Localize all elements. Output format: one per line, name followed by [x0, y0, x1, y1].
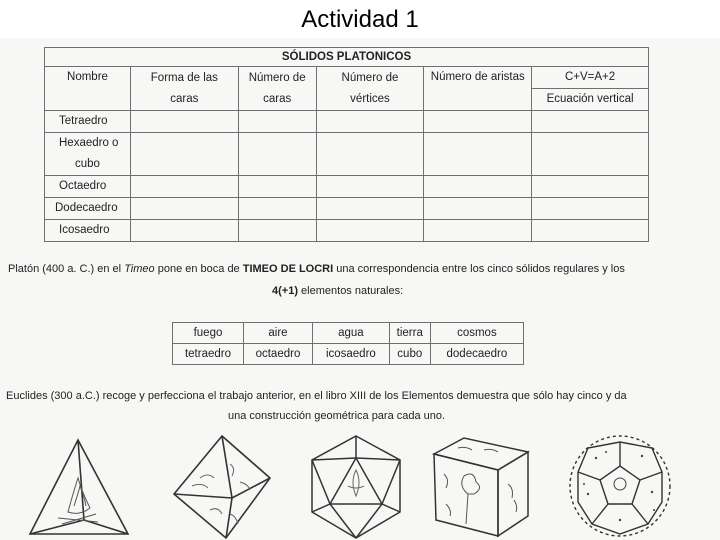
- table-cell: [424, 220, 532, 242]
- table-cell: [238, 198, 316, 220]
- table-cell: [532, 220, 649, 242]
- header-euler: C+V=A+2: [532, 67, 649, 89]
- row-name-icosaedro: Icosaedro: [45, 220, 131, 242]
- table-cell: [316, 198, 424, 220]
- platonic-solids-illustrations: [0, 432, 720, 540]
- euclides-paragraph-line1: Euclides (300 a.C.) recoge y perfecciona el trabajo anterior, en el libro XIII de los Elementos demuestra que sólo hay cinco y da: [6, 390, 627, 402]
- header-forma-caras: Forma de las caras: [130, 67, 238, 111]
- row-name-octaedro: Octaedro: [45, 176, 131, 198]
- scanned-worksheet: [0, 38, 720, 540]
- solid-cell: icosaedro: [313, 344, 390, 365]
- euclides-paragraph-line2: una construcción geométrica para cada uno.: [228, 410, 446, 422]
- table-cell: [532, 198, 649, 220]
- header-numero-aristas: Número de aristas: [424, 67, 532, 111]
- table-cell: [424, 133, 532, 176]
- element-cell: fuego: [173, 323, 244, 344]
- platon-paragraph-line1: Platón (400 a. C.) en el Timeo pone en boca de TIMEO DE LOCRI una correspondencia entre los cinco sólidos regulares y los: [8, 263, 625, 275]
- tetrahedron-illustration: [28, 436, 132, 540]
- table-cell: [130, 198, 238, 220]
- table-cell: [238, 133, 316, 176]
- table-cell: [532, 111, 649, 133]
- icosahedron-illustration: [304, 434, 408, 540]
- cube-illustration: [428, 434, 534, 540]
- octahedron-illustration: [170, 434, 274, 540]
- row-name-tetraedro: Tetraedro: [45, 111, 131, 133]
- table-cell: [424, 111, 532, 133]
- solid-cell: octaedro: [243, 344, 312, 365]
- solid-cell: dodecaedro: [430, 344, 523, 365]
- table-cell: [424, 198, 532, 220]
- solid-cell: cubo: [389, 344, 430, 365]
- dodecahedron-illustration: [566, 432, 674, 540]
- header-numero-vertices: Número de vértices: [316, 67, 424, 111]
- table-cell: [130, 220, 238, 242]
- table-cell: [532, 176, 649, 198]
- platonic-solids-table: [44, 47, 649, 242]
- header-nombre: Nombre: [45, 67, 131, 111]
- header-numero-caras: Número de caras: [238, 67, 316, 111]
- slide-title: Actividad 1: [301, 6, 419, 33]
- element-cell: agua: [313, 323, 390, 344]
- table-cell: [316, 111, 424, 133]
- element-cell: aire: [243, 323, 312, 344]
- platon-paragraph-line2: 4(+1) elementos naturales:: [272, 285, 404, 297]
- table-cell: [130, 133, 238, 176]
- table-cell: [424, 176, 532, 198]
- header-ecuacion: Ecuación vertical: [532, 89, 649, 111]
- element-cell: tierra: [389, 323, 430, 344]
- element-cell: cosmos: [430, 323, 523, 344]
- table-cell: [130, 111, 238, 133]
- table-cell: [238, 111, 316, 133]
- elements-correspondence-table: [172, 322, 524, 365]
- table-cell: [130, 176, 238, 198]
- table-cell: [532, 133, 649, 176]
- table-cell: [316, 133, 424, 176]
- row-name-hexaedro: Hexaedro o cubo: [45, 133, 131, 176]
- table-cell: [238, 220, 316, 242]
- solid-cell: tetraedro: [173, 344, 244, 365]
- row-name-dodecaedro: Dodecaedro: [45, 198, 131, 220]
- table-cell: [316, 220, 424, 242]
- table-title: SÓLIDOS PLATONICOS: [45, 48, 649, 67]
- table-cell: [238, 176, 316, 198]
- table-cell: [316, 176, 424, 198]
